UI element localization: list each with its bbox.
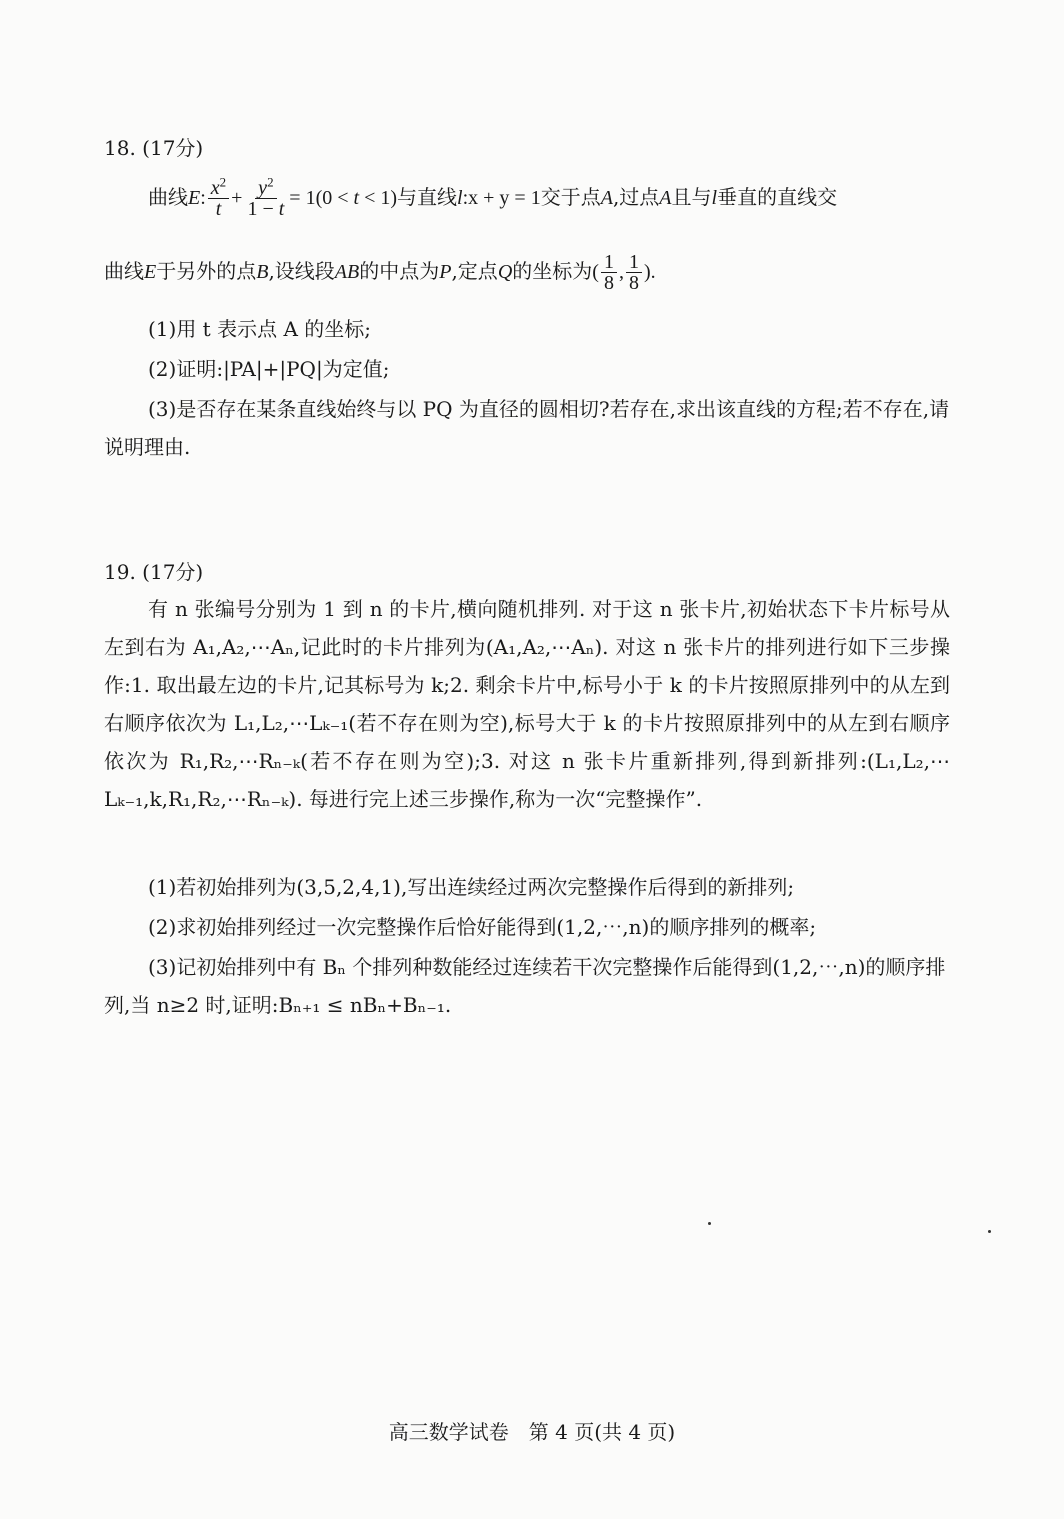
q19-part1: (1)若初始排列为(3,5,2,4,1),写出连续经过两次完整操作后得到的新排列; <box>148 875 795 899</box>
q18-part3: (3)是否存在某条直线始终与以 PQ 为直径的圆相切?若存在,求出该直线的方程;若不存在,请说明理由. <box>104 397 950 459</box>
q18-heading: 18. (17分) <box>104 136 204 160</box>
page-footer: 高三数学试卷 第 4 页(共 4 页) <box>388 1420 676 1444</box>
q18-stem-line2: 曲线E于另外的点B,设线段AB的中点为P,定点Q的坐标为( $\frac{1}{8}$ , $\frac{1}{8}$ ). <box>104 251 656 294</box>
q18-part2: (2)证明:|PA|+|PQ|为定值; <box>148 357 390 381</box>
q19-heading: 19. (17分) <box>104 560 204 584</box>
q19-part3: (3)记初始排列中有 Bₙ 个排列种数能经过连续若干次完整操作后能得到(1,2,⋯,n)的顺序排列,当 n≥2 时,证明:Bₙ₊₁ ≤ nBₙ+Bₙ₋₁. <box>104 955 946 1017</box>
q19-stem: 有 n 张编号分别为 1 到 n 的卡片,横向随机排列. 对于这 n 张卡片,初始状态下卡片标号从左到右为 A₁,A₂,⋯Aₙ,记此时的卡片排列为(A₁,A₂,⋯Aₙ). 对这 n 张卡片的排列进行如下三步操作:1. 取出最左边的卡片,记其标号为 k;2. 剩余卡片中,标号小于 k 的卡片按照原排列中的从左到右顺序依次为 L₁,L₂,⋯Lₖ₋₁(若不存在则为空),标号大于 k 的卡片按照原排列中的从左到右顺序依次为 R₁,R₂,⋯Rₙ₋ₖ(若不存在则为空);3. 对这 n 张卡片重新排列,得到新排列:(L₁,L₂,⋯Lₖ₋₁,k,R₁,R₂,⋯Rₙ₋ₖ). 每进行完上述三步操作,称为一次“完整操作”. <box>104 597 950 811</box>
scan-speck <box>988 1230 991 1233</box>
q18-stem: 曲线E: $\frac{x^2}{t}$ + $\frac{y^2}{1 - t}$ = 1(0 < t < 1)与直线l:x + y = 1交于点A,过点A且与l垂直的直线交 <box>148 174 838 220</box>
scan-speck <box>708 1222 711 1225</box>
q18-part1: (1)用 t 表示点 A 的坐标; <box>148 317 371 341</box>
q19-part2: (2)求初始排列经过一次完整操作后恰好能得到(1,2,⋯,n)的顺序排列的概率; <box>148 915 817 939</box>
